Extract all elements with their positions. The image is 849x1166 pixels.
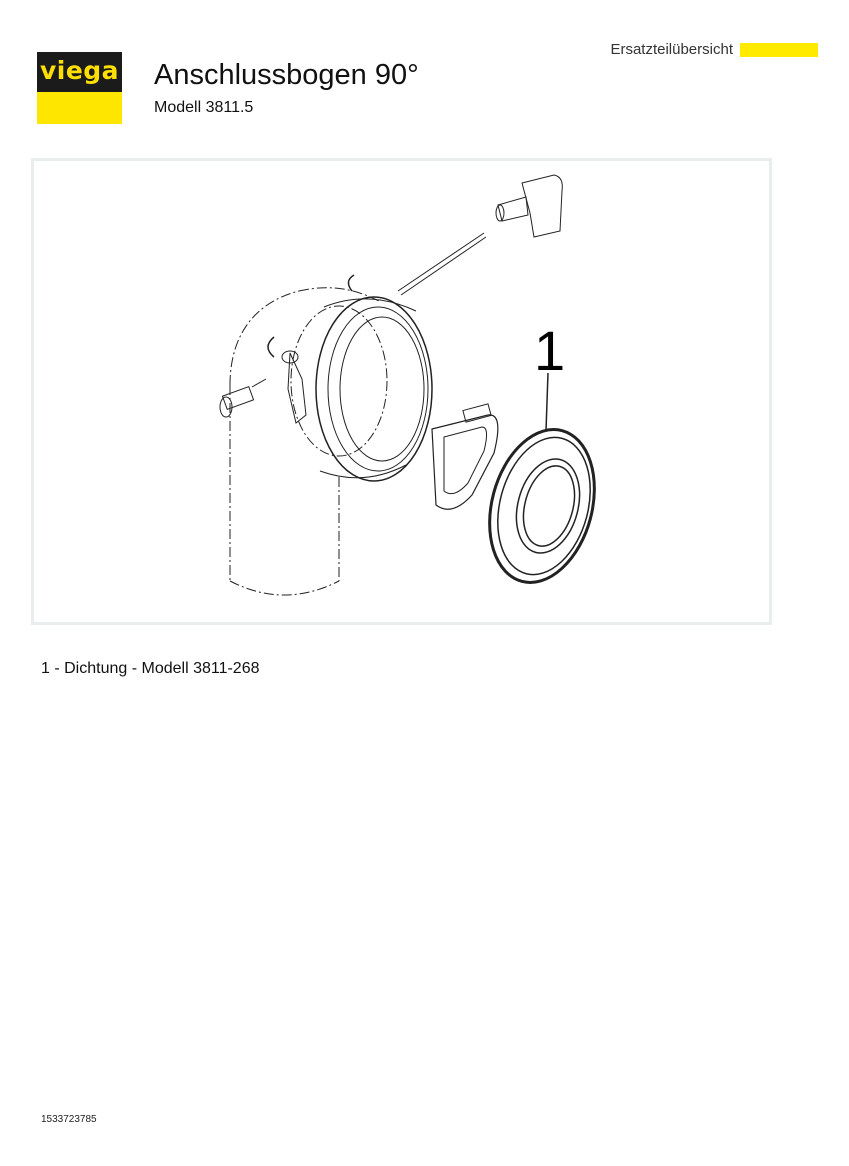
threaded-rod xyxy=(398,233,486,295)
clamp-plate xyxy=(432,404,498,509)
logo-wordmark: viega xyxy=(37,52,122,92)
c-clip-left xyxy=(268,337,274,357)
exploded-view-illustration xyxy=(34,161,769,622)
seal-ring xyxy=(474,418,611,595)
logo-yellow-block xyxy=(37,92,122,124)
model-subtitle: Modell 3811.5 xyxy=(154,99,254,116)
document-type-highlight-bar xyxy=(740,43,818,57)
callout-number-1: 1 xyxy=(534,319,566,382)
center-latch xyxy=(282,351,306,423)
parts-list-item: 1 - Dichtung - Modell 3811-268 xyxy=(41,660,260,677)
left-screw xyxy=(220,379,266,417)
top-connector xyxy=(496,175,562,237)
exploded-view-drawing xyxy=(31,158,772,625)
elbow-body-outline xyxy=(230,288,387,595)
document-number: 1533723785 xyxy=(41,1114,97,1125)
document-type-label: Ersatzteilübersicht xyxy=(610,41,733,58)
viega-logo xyxy=(37,52,122,124)
c-clip-top xyxy=(348,275,354,291)
socket-rings xyxy=(316,297,432,481)
parts-list xyxy=(41,659,260,679)
page-title: Anschlussbogen 90° xyxy=(154,59,419,91)
